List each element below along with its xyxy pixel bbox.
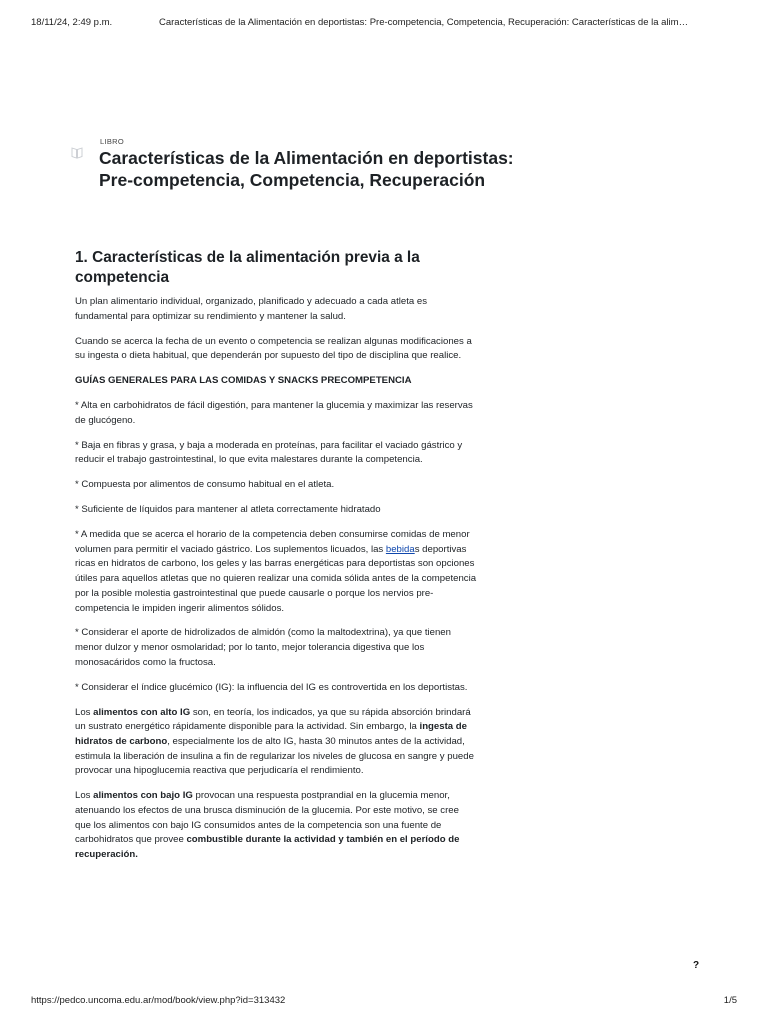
guideline-item: * Compuesta por alimentos de consumo habitual en el atleta. — [75, 479, 335, 491]
book-icon — [70, 146, 84, 160]
guide-heading — [75, 374, 477, 389]
bold-text: alimentos con bajo IG — [93, 790, 193, 802]
glossary-link-bebida[interactable]: bebida — [385, 543, 415, 555]
text: Los — [75, 706, 94, 718]
text: , especialmente los de alto IG, hasta 30 minutos antes de la actividad, estimula la liberación de insulina a fin de regularizar los niveles de glucosa en sangre y puede provocar una hipoglucemia reactiva que perjudicaría el rendimiento. — [75, 736, 474, 777]
print-header — [31, 17, 741, 28]
bold-text: alimentos con alto IG — [93, 706, 191, 718]
print-url: https://pedco.uncoma.edu.ar/mod/book/view.php?id=313432 — [31, 995, 286, 1006]
guideline-item: * Considerar el índice glucémico (IG): la influencia del IG es controvertida en los deportistas. — [75, 681, 468, 693]
guideline-item: * Suficiente de líquidos para mantener al atleta correctamente hidratado — [75, 504, 381, 516]
guideline-item — [75, 528, 477, 616]
page-title: Características de la Alimentación en deportistas: Pre-competencia, Competencia, Recuperación — [99, 148, 514, 190]
paragraph: Un plan alimentario individual, organizado, planificado y adecuado a cada atleta es fundamental para optimizar su rendimiento y mantener la salud. — [75, 296, 428, 322]
guideline-item: * Considerar el aporte de hidrolizados de almidón (como la maltodextrina), ya que tienen menor dulzor y menor osmolaridad; por lo tanto, mejor tolerancia digestiva que los monosacáridos como la fructosa. — [75, 627, 451, 668]
paragraph: Cuando se acerca la fecha de un evento o competencia se realizan algunas modificaciones a su ingesta o dieta habitual, que dependerán por supuesto del tipo de disciplina que realice. — [75, 335, 472, 362]
activity-type-label: LIBRO — [100, 137, 125, 146]
text: Los — [75, 790, 94, 802]
help-button[interactable]: ? — [693, 960, 700, 971]
print-datetime: 18/11/24, 2:49 p.m. — [31, 17, 113, 28]
paragraph-bajo-ig — [75, 789, 477, 863]
paragraph-alto-ig — [75, 706, 477, 780]
print-page-number: 1/5 — [723, 995, 737, 1006]
print-page-title: Características de la Alimentación en deportistas: Pre-competencia, Competencia, Recuperación: Características de la alim… — [159, 17, 689, 28]
bold-text: combustible durante la actividad y también en el período de recuperación. — [75, 834, 460, 861]
chapter-heading: 1. Características de la alimentación previa a la competencia — [75, 249, 420, 286]
guide-heading-text: GUÍAS GENERALES PARA LAS COMIDAS Y SNACKS PRECOMPETENCIA — [75, 375, 412, 387]
guideline-text: * A medida que se acerca el horario de la competencia deben consumirse comidas de menor volumen para permitir el vaciado gástrico. Los suplementos licuados, las — [75, 529, 470, 555]
guideline-text: s deportivas ricas en hidratos de carbono, los geles y las barras energéticas para deportistas son opciones útiles para aquellos atletas que no quieren realizar una comida sólida antes de la competencia por la posible molestia gastrointestinal que puede causarle o porque los nervios pre-competencia le impiden ingerir alimentos sólidos. — [75, 543, 477, 614]
text: provocan una respuesta postprandial en la glucemia menor, atenuando los efectos de una brusca disminución de la glucemia. Por este motivo, se cree que los alimentos con bajo IG consumidos antes de la competencia son una fuente de carbohidratos que provee — [75, 790, 459, 846]
print-footer — [31, 995, 737, 1006]
guideline-item: * Alta en carbohidratos de fácil digestión, para mantener la glucemia y maximizar las reservas de glucógeno. — [75, 400, 473, 426]
bold-text: ingesta de hidratos de carbono — [75, 721, 467, 748]
text: son, en teoría, los indicados, ya que su rápida absorción brindará un sustrato energético rápidamente disponible para la actividad. Sin embargo, la — [75, 706, 471, 733]
chapter-content — [75, 248, 477, 873]
guideline-item: * Baja en fibras y grasa, y baja a moderada en proteínas, para facilitar el vaciado gástrico y reducir el trabajo gastrointestinal, lo que evita malestares durante la competencia. — [75, 439, 463, 466]
